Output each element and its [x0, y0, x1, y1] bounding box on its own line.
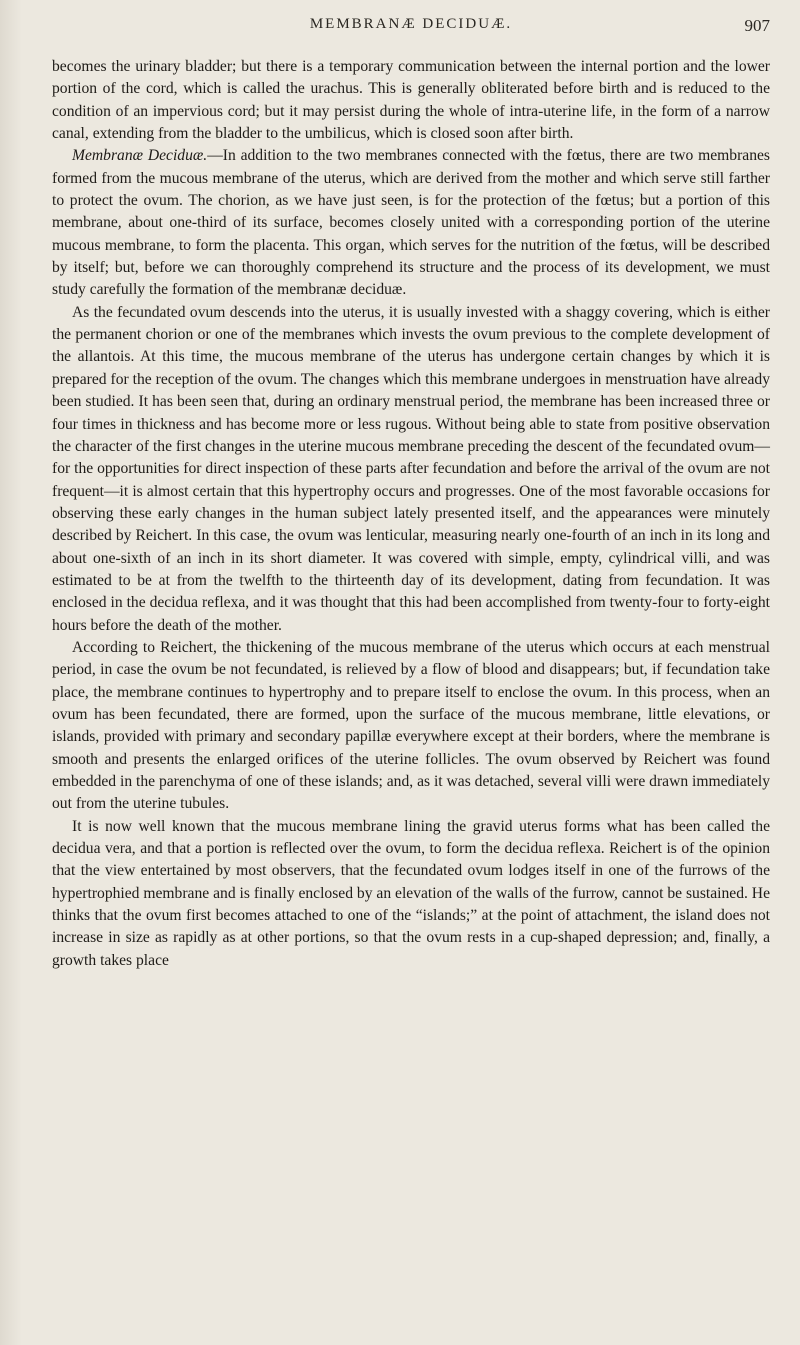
- body-text: [52, 56, 770, 972]
- paragraph-2-text: —In addition to the two membranes connected with the fœtus, there are two membranes formed from the mucous membrane of the uterus, which are derived from the mother and which serve still farther to protect the ovum. The chorion, as we have just seen, is for the protection of the fœtus; but a portion of this membrane, about one-third of its surface, becomes closely united with a corresponding portion of the uterine mucous membrane, to form the placenta. This organ, which serves for the nutrition of the fœtus, will be described by itself; but, before we can thoroughly comprehend its structure and the process of its development, we must study carefully the formation of the membranæ deciduæ.: [52, 147, 770, 299]
- paragraph-1: [52, 56, 770, 145]
- paragraph-4: [52, 637, 770, 816]
- page-edge-shadow: [0, 0, 22, 1345]
- paragraph-5: [52, 816, 770, 972]
- paragraph-4-text: According to Reichert, the thickening of the mucous membrane of the uterus which occurs at each menstrual period, in case the ovum be not fecundated, is relieved by a flow of blood and disappears; but, if fecundation take place, the membrane continues to hypertrophy and to prepare itself to enclose the ovum. In this process, when an ovum has been fecundated, there are formed, upon the surface of the mucous membrane, little elevations, or islands, provided with primary and secondary papillæ everywhere except at their borders, where the membrane is smooth and presents the enlarged orifices of the uterine follicles. The ovum observed by Reichert was found embedded in the parenchyma of one of these islands; and, as it was detached, several villi were drawn immediately out from the uterine tubules.: [52, 638, 770, 813]
- paragraph-3: [52, 302, 770, 637]
- paragraph-5-text: It is now well known that the mucous membrane lining the gravid uterus forms what has been called the decidua vera, and that a portion is reflected over the ovum, to form the decidua reflexa. Reichert is of the opinion that the view entertained by most observers, that the fecundated ovum lodges itself in one of the furrows of the hypertrophied membrane and is finally enclosed by an elevation of the walls of the furrow, cannot be sustained. He thinks that the ovum first becomes attached to one of the “islands;” at the point of attachment, the island does not increase in size as rapidly as at other portions, so that the ovum rests in a cup-shaped depression; and, finally, a growth takes place: [52, 817, 770, 969]
- running-title: MEMBRANÆ DECIDUÆ.: [309, 16, 513, 32]
- paragraph-3-text: As the fecundated ovum descends into the uterus, it is usually invested with a shaggy covering, which is either the permanent chorion or one of the membranes which invests the ovum previous to the complete development of the allantois. At this time, the mucous membrane of the uterus has undergone certain changes by which it is prepared for the reception of the ovum. The changes which this membrane undergoes in menstruation have already been studied. It has been seen that, during an ordinary menstrual period, the membrane has been increased three or four times in thickness and has become more or less rugous. Without being able to state from positive observation the character of the first changes in the uterine mucous membrane preceding the descent of the fecundated ovum—for the opportunities for direct inspection of these parts after fecundation and before the arrival of the ovum are not frequent—it is almost certain that this hypertrophy occurs and progresses. One of the most favorable occasions for observing these early changes in the human subject lately presented itself, and the appearances were minutely described by Reichert. In this case, the ovum was lenticular, measuring nearly one-fourth of an inch in its long and about one-sixth of an inch in its short diameter. It was covered with simple, empty, cylindrical villi, and was estimated to be at from the twelfth to the thirteenth day of its development, dating from fecundation. It was enclosed in the decidua reflexa, and it was thought that this had been accomplished from twenty-four to forty-eight hours before the death of the mother.: [52, 303, 770, 634]
- paragraph-2: [52, 145, 770, 301]
- section-heading-membranae-deciduae: Membranæ Deciduæ.: [72, 147, 208, 165]
- paragraph-1-text: becomes the urinary bladder; but there is a temporary communication between the internal portion and the lower portion of the cord, which is called the urachus. This is generally obliterated before birth and is reduced to the condition of an impervious cord; but it may persist during the whole of intra-uterine life, in the form of a narrow canal, extending from the bladder to the umbilicus, which is closed soon after birth.: [52, 58, 770, 143]
- page-number: 907: [744, 16, 770, 35]
- running-head: [52, 16, 770, 42]
